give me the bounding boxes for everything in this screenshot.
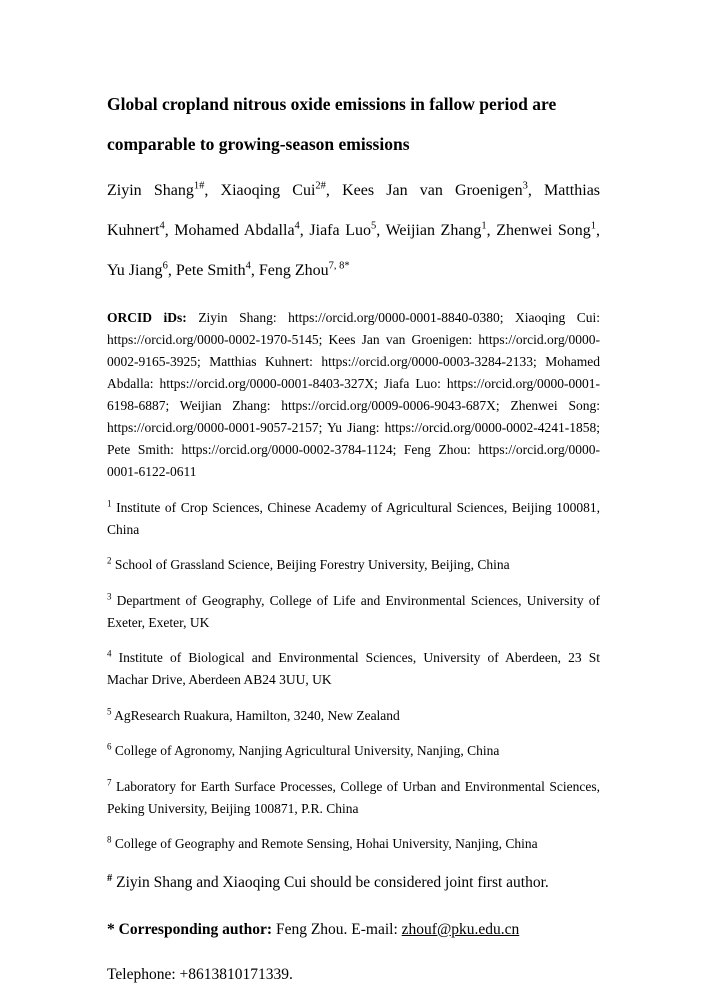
orcid-ids-text: Ziyin Shang: https://orcid.org/0000-0001-8840-0380; Xiaoqing Cui: https://orcid.org/0000-0002-1970-5145; Kees Jan van Groenigen: https://orcid.org/0000-0002-9165-3925; Matthias Kuhnert: https://orcid.org/0000-0003-3284-2133; Mohamed Abdalla: https://orcid.org/0000-0001-8403-327X; Jiafa Luo: https://orcid.org/0000-0001-6198-6887; Weijian Zhang: https://orcid.org/0009-0006-9043-687X; Zhenwei Song: https://orcid.org/0000-0001-9057-2157; Yu Jiang: https://orcid.org/0000-0002-4241-1858; Pete Smith: https://orcid.org/0000-0002-3784-1124; Feng Zhou: https://orcid.org/0000-0001-6122-0611 bbox=[107, 310, 601, 479]
corresponding-author-label: * Corresponding author: bbox=[107, 921, 273, 938]
telephone-line: Telephone: +8613810171339. bbox=[107, 966, 293, 983]
affiliation-4: $^4$ Institute of Biological and Environmental Sciences, University of Aberdeen, 23 St Machar Drive, Aberdeen AB24 3UU, UK bbox=[107, 648, 601, 687]
author: Mohamed Abdalla$^4$, bbox=[174, 220, 304, 239]
author: Pete Smith$^4$, bbox=[175, 260, 255, 279]
corresponding-author-text: Feng Zhou. E-mail: bbox=[275, 921, 398, 938]
joint-note-text: Ziyin Shang and Xiaoqing Cui should be considered joint first author. bbox=[116, 874, 549, 891]
paper-title-line-1: Global cropland nitrous oxide emissions in fallow period are bbox=[107, 94, 557, 114]
joint-note-symbol: # bbox=[107, 872, 113, 884]
author: Jiafa Luo$^5$, bbox=[309, 220, 381, 239]
affiliation-2: $^2$ School of Grassland Science, Beijing Forestry University, Beijing, China bbox=[107, 555, 510, 572]
email-link[interactable]: zhouf@pku.edu.cn bbox=[401, 921, 520, 938]
affiliation-6: $^6$ College of Agronomy, Nanjing Agricultural University, Nanjing, China bbox=[107, 741, 500, 758]
affiliation-5: $^5$ AgResearch Ruakura, Hamilton, 3240, New Zealand bbox=[107, 706, 400, 723]
affiliation-8: $^8$ College of Geography and Remote Sensing, Hohai University, Nanjing, China bbox=[107, 834, 538, 851]
author: Kees Jan van Groenigen$^3$, bbox=[342, 180, 532, 199]
corresponding-author-line bbox=[107, 918, 600, 942]
joint-first-author-note bbox=[107, 871, 600, 895]
paper-title-line-2: comparable to growing-season emissions bbox=[107, 134, 410, 154]
author-list bbox=[107, 171, 600, 291]
author: Weijian Zhang$^1$, bbox=[385, 220, 491, 239]
author: Yu Jiang$^6$, bbox=[107, 260, 172, 279]
author: Feng Zhou$^{7, 8*}$ bbox=[258, 260, 350, 279]
paper-title bbox=[107, 84, 600, 164]
author: Xiaoqing Cui$^{2\#}$, bbox=[220, 180, 330, 199]
affiliation-3: $^3$ Department of Geography, College of Life and Environmental Sciences, University of Exeter, Exeter, UK bbox=[107, 591, 601, 630]
affiliation-1: $^1$ Institute of Crop Sciences, Chinese Academy of Agricultural Sciences, Beijing 100081, China bbox=[107, 498, 601, 537]
affiliation-7: $^7$ Laboratory for Earth Surface Processes, College of Urban and Environmental Sciences, Peking University, Beijing 100871, P.R. China bbox=[107, 777, 600, 816]
author: Ziyin Shang$^{1\#}$, bbox=[107, 180, 209, 199]
orcid-label: ORCID iDs: bbox=[107, 310, 187, 325]
author: Zhenwei Song$^1$, bbox=[496, 220, 601, 239]
author: Matthias Kuhnert$^4$, bbox=[107, 182, 601, 239]
orcid-section bbox=[107, 307, 600, 483]
